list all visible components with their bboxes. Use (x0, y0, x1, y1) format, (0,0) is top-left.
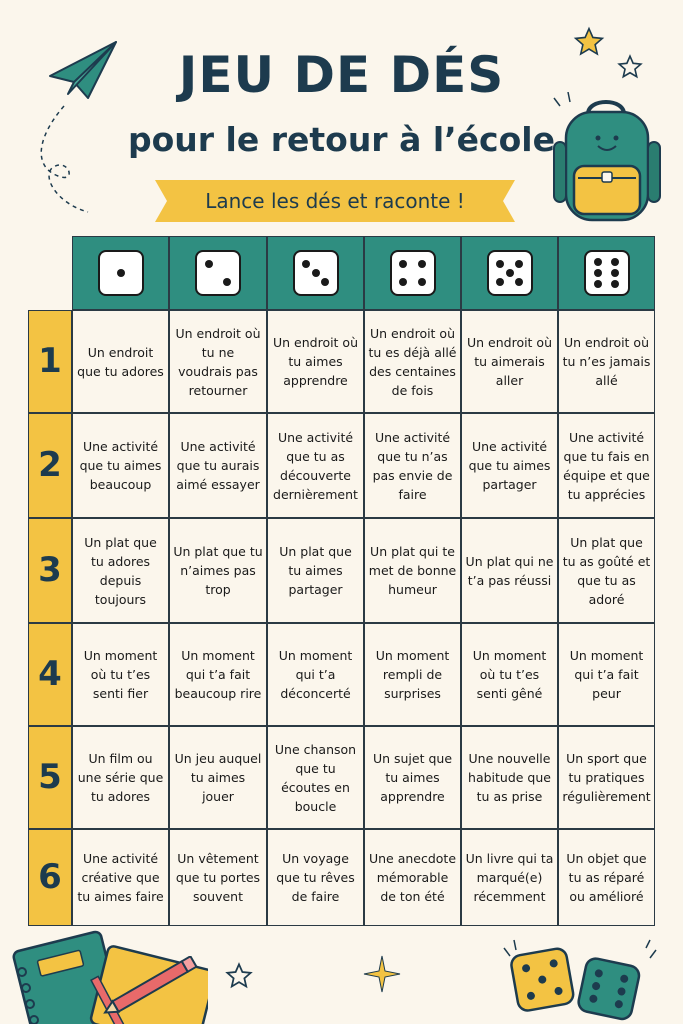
dice-header-cell (169, 236, 267, 310)
prompt-cell (364, 623, 461, 726)
prompt-text: Un plat qui ne t’a pas réussi (465, 553, 554, 588)
prompt-cell (169, 726, 267, 829)
prompt-cell (558, 413, 655, 518)
prompt-cell (72, 413, 169, 518)
prompt-cell (72, 310, 169, 413)
prompt-text: Un endroit où tu ne voudrais pas retourner (175, 325, 261, 398)
prompt-text: Une activité que tu aurais aimé essayer (176, 439, 260, 492)
prompt-text: Une activité que tu n’as pas envie de faire (372, 429, 453, 502)
prompt-cell (169, 829, 267, 926)
sparkle-icon (362, 954, 402, 994)
prompt-text: Un moment où tu t’es senti gêné (472, 648, 547, 701)
die-4-icon (390, 250, 436, 296)
prompt-cell (461, 413, 558, 518)
prompt-cell (267, 726, 364, 829)
prompt-text: Une anecdote mémorable de ton été (368, 851, 457, 904)
prompt-text: Une activité créative que tu aimes faire (77, 851, 164, 904)
prompt-text: Un jeu auquel tu aimes jouer (174, 751, 262, 804)
prompt-text: Un sport que tu pratiques régulièrement (562, 751, 651, 804)
prompt-text: Un objet que tu as réparé ou amélioré (566, 851, 647, 904)
prompt-text: Un plat qui te met de bonne humeur (368, 544, 457, 597)
die-3-icon (293, 250, 339, 296)
prompt-text: Un endroit où tu aimerais aller (466, 335, 553, 388)
prompt-text: Un endroit où tu aimes apprendre (272, 335, 359, 388)
row-number: 3 (28, 518, 72, 623)
page-title: JEU DE DÉS (178, 46, 505, 104)
prompt-cell (558, 310, 655, 413)
banner-text: Lance les dés et raconte ! (205, 189, 465, 213)
dice-pair-icon (500, 938, 660, 1024)
prompt-cell (461, 623, 558, 726)
prompt-cell (267, 310, 364, 413)
prompt-text: Un plat que tu as goûté et que tu as adoré (562, 534, 651, 607)
die-6-icon (584, 250, 630, 296)
prompt-text: Un vêtement que tu portes souvent (175, 851, 261, 904)
prompt-cell (558, 623, 655, 726)
prompt-text: Un plat que tu n’aimes pas trop (173, 544, 263, 597)
prompt-cell (364, 310, 461, 413)
prompt-cell (267, 518, 364, 623)
prompt-cell (364, 829, 461, 926)
prompt-cell (461, 829, 558, 926)
prompt-text: Un endroit que tu adores (77, 344, 164, 379)
prompt-cell (267, 829, 364, 926)
die-2-icon (195, 250, 241, 296)
prompt-cell (461, 518, 558, 623)
prompt-cell (267, 413, 364, 518)
prompt-text: Un voyage que tu rêves de faire (276, 851, 355, 904)
row-number: 4 (28, 623, 72, 726)
prompt-cell (267, 623, 364, 726)
pencil-icon (96, 956, 206, 1016)
prompt-text: Un sujet que tu aimes apprendre (372, 751, 453, 804)
prompt-cell (558, 726, 655, 829)
prompt-cell (461, 310, 558, 413)
die-5-icon (487, 250, 533, 296)
prompt-text: Une activité que tu aimes beaucoup (79, 439, 162, 492)
prompt-text: Une activité que tu aimes partager (468, 439, 551, 492)
prompt-cell (72, 829, 169, 926)
prompt-cell (461, 726, 558, 829)
dice-header-cell (558, 236, 655, 310)
prompt-cell (364, 726, 461, 829)
prompt-text: Un moment qui t’a fait beaucoup rire (174, 648, 262, 701)
dice-game-grid (28, 236, 655, 926)
dice-header-cell (72, 236, 169, 310)
row-number: 5 (28, 726, 72, 829)
dice-header-cell (461, 236, 558, 310)
prompt-text: Un moment qui t’a fait peur (569, 648, 644, 701)
page-subtitle: pour le retour à l’école (127, 120, 555, 159)
dice-header-cell (267, 236, 364, 310)
prompt-text: Un moment où tu t’es senti fier (83, 648, 158, 701)
prompt-text: Un moment qui t’a déconcerté (278, 648, 353, 701)
prompt-text: Une chanson que tu écoutes en boucle (274, 741, 357, 814)
prompt-cell (169, 310, 267, 413)
prompt-cell (364, 413, 461, 518)
prompt-text: Un livre qui ta marqué(e) récemment (465, 851, 554, 904)
prompt-cell (169, 413, 267, 518)
dice-header-cell (364, 236, 461, 310)
prompt-text: Une activité que tu fais en équipe et que tu apprécies (563, 429, 650, 502)
prompt-text: Un plat que tu aimes partager (279, 544, 352, 597)
prompt-cell (558, 518, 655, 623)
prompt-text: Une nouvelle habitude que tu as prise (468, 751, 551, 804)
backpack-icon (548, 92, 666, 226)
prompt-text: Une activité que tu as découverte dernièrement (273, 429, 358, 502)
prompt-text: Un moment rempli de surprises (375, 648, 450, 701)
prompt-text: Un endroit où tu es déjà allé des centaines de fois (368, 325, 457, 398)
prompt-cell (72, 726, 169, 829)
prompt-cell (558, 829, 655, 926)
prompt-text: Un film ou une série que tu adores (77, 751, 164, 804)
prompt-text: Un endroit où tu n’es jamais allé (562, 335, 651, 388)
star-outline-icon (224, 962, 254, 990)
prompt-text: Un plat que tu adores depuis toujours (84, 534, 157, 607)
prompt-cell (72, 623, 169, 726)
prompt-cell (169, 518, 267, 623)
prompt-cell (72, 518, 169, 623)
die-1-icon (98, 250, 144, 296)
prompt-cell (169, 623, 267, 726)
row-number: 6 (28, 829, 72, 926)
row-number: 1 (28, 310, 72, 413)
prompt-cell (364, 518, 461, 623)
row-number: 2 (28, 413, 72, 518)
